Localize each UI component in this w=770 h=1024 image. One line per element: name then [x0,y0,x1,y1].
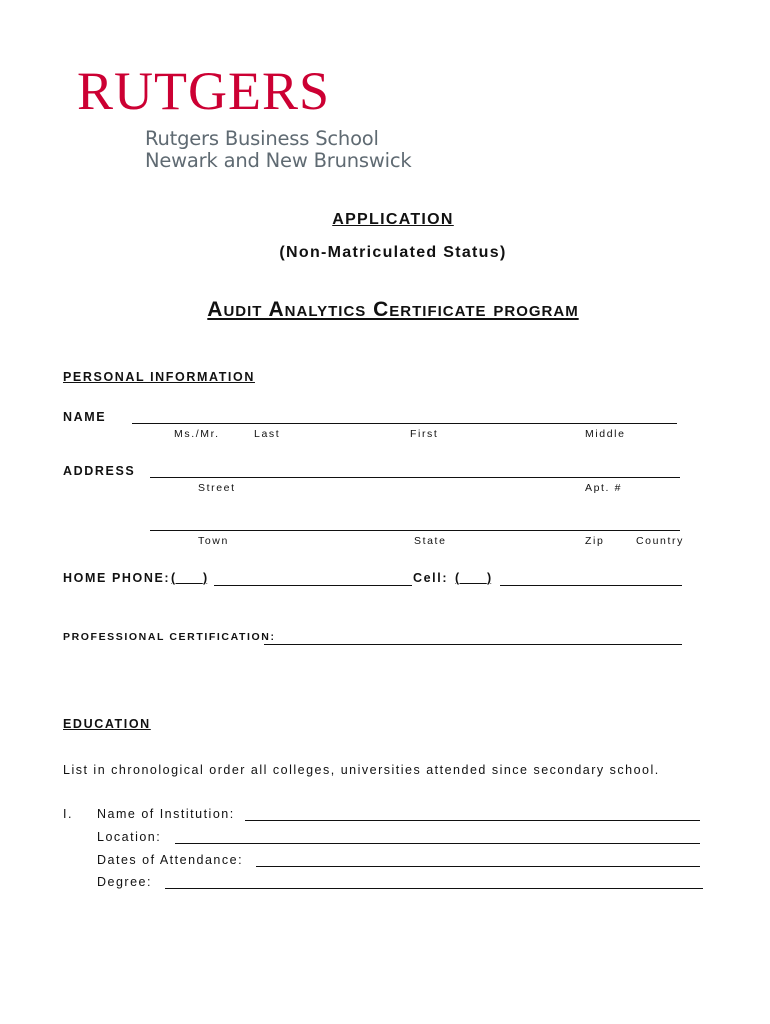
professional-cert-field[interactable] [264,630,682,645]
institution-label: Name of Institution: [97,807,235,821]
sublabel-country: Country [636,535,684,547]
dates-label: Dates of Attendance: [97,853,244,867]
degree-label: Degree: [97,875,152,889]
home-phone-label: HOME PHONE: [63,571,171,585]
page-subtitle: (Non-Matriculated Status) [279,244,507,261]
sublabel-last: Last [254,428,281,440]
name-field[interactable] [132,409,677,424]
sublabel-prefix: Ms./Mr. [174,428,220,440]
education-heading: EDUCATION [63,717,151,731]
sublabel-street: Street [198,482,236,494]
logo-line-1: Rutgers Business School [145,127,379,150]
sublabel-zip: Zip [585,535,605,547]
sublabel-middle: Middle [585,428,626,440]
name-label: NAME [63,410,107,424]
sublabel-town: Town [198,535,229,547]
rutgers-logo [77,61,412,174]
dates-field[interactable] [256,852,700,867]
institution-field[interactable] [245,806,700,821]
professional-cert-label: PROFESSIONAL CERTIFICATION: [63,631,276,643]
town-field[interactable] [150,516,680,531]
program-title: Audit Analytics Certificate program [207,298,579,321]
location-label: Location: [97,830,162,844]
home-phone-area-code: (____) [171,571,208,585]
cell-field[interactable] [500,571,682,586]
home-phone-field[interactable] [214,571,412,586]
cell-area-code: (____) [455,571,492,585]
personal-info-heading: PERSONAL INFORMATION [63,370,255,384]
sublabel-state: State [414,535,447,547]
education-instruction: List in chronological order all colleges, universities attended since secondary school. [63,763,660,777]
education-item-number: I. [63,807,73,821]
logo-wordmark: RUTGERS [77,61,331,121]
address-label: ADDRESS [63,464,136,478]
location-field[interactable] [175,829,700,844]
logo-line-2: Newark and New Brunswick [145,149,412,172]
page-title: APPLICATION [332,211,454,228]
sublabel-apt: Apt. # [585,482,623,494]
sublabel-first: First [410,428,439,440]
street-field[interactable] [150,463,680,478]
degree-field[interactable] [165,874,703,889]
cell-label: Cell: [413,571,449,585]
